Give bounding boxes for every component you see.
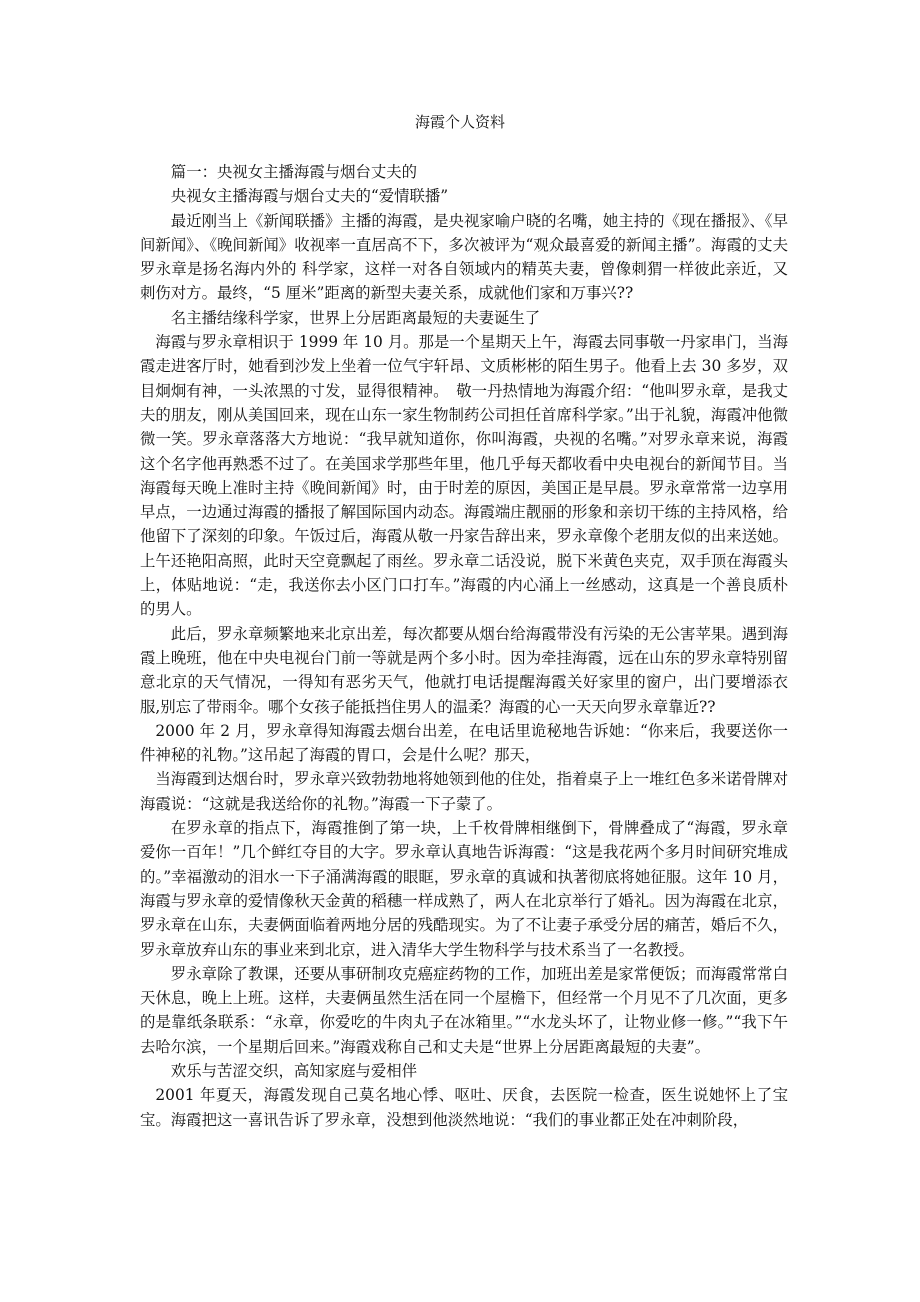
paragraph: 名主播结缘科学家，世界上分居距离最短的夫妻诞生了 <box>170 308 541 327</box>
document-title: 海霞个人资料 <box>414 113 505 131</box>
paragraph: 当海霞到达烟台时，罗永章兴致勃勃地将她领到他的住处，指着桌子上一堆红色多米诺骨牌对海霞说：“这就是我送给你的礼物。”海霞一下子蒙了。 <box>140 770 788 813</box>
paragraph: 2001 年夏天，海霞发现自己莫名地心悸、呕吐、厌食，去医院一检查，医生说她怀上了宝宝。海霞把这一喜讯告诉了罗永章，没想到他淡然地说：“我们的事业都正处在冲刺阶段， <box>140 1086 788 1129</box>
paragraph: 在罗永章的指点下，海霞推倒了第一块，上千枚骨牌相继倒下，骨牌叠成了“海霞，罗永章爱你一百年！”几个鲜红夺目的大字。罗永章认真地告诉海霞：“这是我花两个多月时间研究堆成的。”幸福激动的泪水一下子涌满海霞的眼眶，罗永章的真诚和执著彻底将她征服。这年 10 月，海霞与罗永章的爱情像秋天金黄的稻穗一样成熟了，两人在北京举行了婚礼。因为海霞在北京，罗永章在山东，夫妻俩面临着两地分居的残酷现实。为了不让妻子承受分居的痛苦，婚后不久，罗永章放弃山东的事业来到北京，进入清华大学生物科学与技术系当了一名教授。 <box>140 819 788 959</box>
paragraph: 央视女主播海霞与烟台丈夫的“爱情联播” <box>170 187 449 206</box>
paragraph: 最近刚当上《新闻联播》主播的海霞，是央视家喻户晓的名嘴，她主持的《现在播报》、《早间新闻》、《晚间新闻》收视率一直居高不下，多次被评为“观众最喜爱的新闻主播”。海霞的丈夫罗永章是扬名海内外的 科学家，这样一对各自领域内的精英夫妻，曾像刺猬一样彼此亲近，又刺伤对方。最终，“5 厘米”距离的新型夫妻关系，成就他们家和万事兴?? <box>140 211 788 303</box>
paragraph: 此后，罗永章频繁地来北京出差，每次都要从烟台给海霞带没有污染的无公害苹果。遇到海霞上晚班，他在中央电视台门前一等就是两个多小时。因为牵挂海霞，远在山东的罗永章特别留意北京的天气情况，一得知有恶劣天气，他就打电话提醒海霞关好家里的窗户，出门要增添衣服,别忘了带雨伞。哪个女孩子能抵挡住男人的温柔？海霞的心一天天向罗永章靠近?? <box>140 624 788 716</box>
paragraph: 海霞与罗永章相识于 1999 年 10 月。那是一个星期天上午，海霞去同事敬一丹家串门，当海霞走进客厅时，她看到沙发上坐着一位气宇轩昂、文质彬彬的陌生男子。他看上去 30 多岁，双目炯炯有神，一头浓黑的寸发，显得很精神。 敬一丹热情地为海霞介绍：“他叫罗永章，是我丈夫的朋友，刚从美国回来，现在山东一家生物制药公司担任首席科学家。”出于礼貌，海霞冲他微微一笑。罗永章落落大方地说：“我早就知道你，你叫海霞，央视的名嘴。”对罗永章来说，海霞这个名字他再熟悉不过了。在美国求学那些年里，他几乎每天都收看中央电视台的新闻节目。当海霞每天晚上准时主持《晚间新闻》时，由于时差的原因，美国正是早晨。罗永章常常一边享用早点，一边通过海霞的播报了解国际国内动态。海霞端庄靓丽的形象和亲切干练的主持风格，给他留下了深刻的印象。午饭过后，海霞从敬一丹家告辞出来，罗永章像个老朋友似的出来送她。上午还艳阳高照，此时天空竟飘起了雨丝。罗永章二话没说，脱下米黄色夹克，双手顶在海霞头上，体贴地说：“走，我送你去小区门口打车。”海霞的内心涌上一丝感动，这真是一个善良质朴的男人。 <box>140 333 788 619</box>
paragraph: 罗永章除了教课，还要从事研制攻克癌症药物的工作，加班出差是家常便饭；而海霞常常白天休息，晚上上班。这样，夫妻俩虽然生活在同一个屋檐下，但经常一个月见不了几次面，更多的是靠纸条联系：“永章，你爱吃的牛肉丸子在冰箱里。”“水龙头坏了，让物业修一修。”“我下午去哈尔滨，一个星期后回来。”海霞戏称自己和丈夫是“世界上分居距离最短的夫妻”。 <box>140 964 788 1056</box>
paragraph: 欢乐与苦涩交织，高知家庭与爱相伴 <box>170 1061 418 1080</box>
paragraph: 篇一：央视女主播海霞与烟台丈夫的 <box>170 163 418 181</box>
paragraph: 2000 年 2 月，罗永章得知海霞去烟台出差，在电话里诡秘地告诉她：“你来后，我要送你一件神秘的礼物。”这吊起了海霞的胃口，会是什么呢？那天， <box>140 721 788 765</box>
document-body <box>140 160 788 1132</box>
